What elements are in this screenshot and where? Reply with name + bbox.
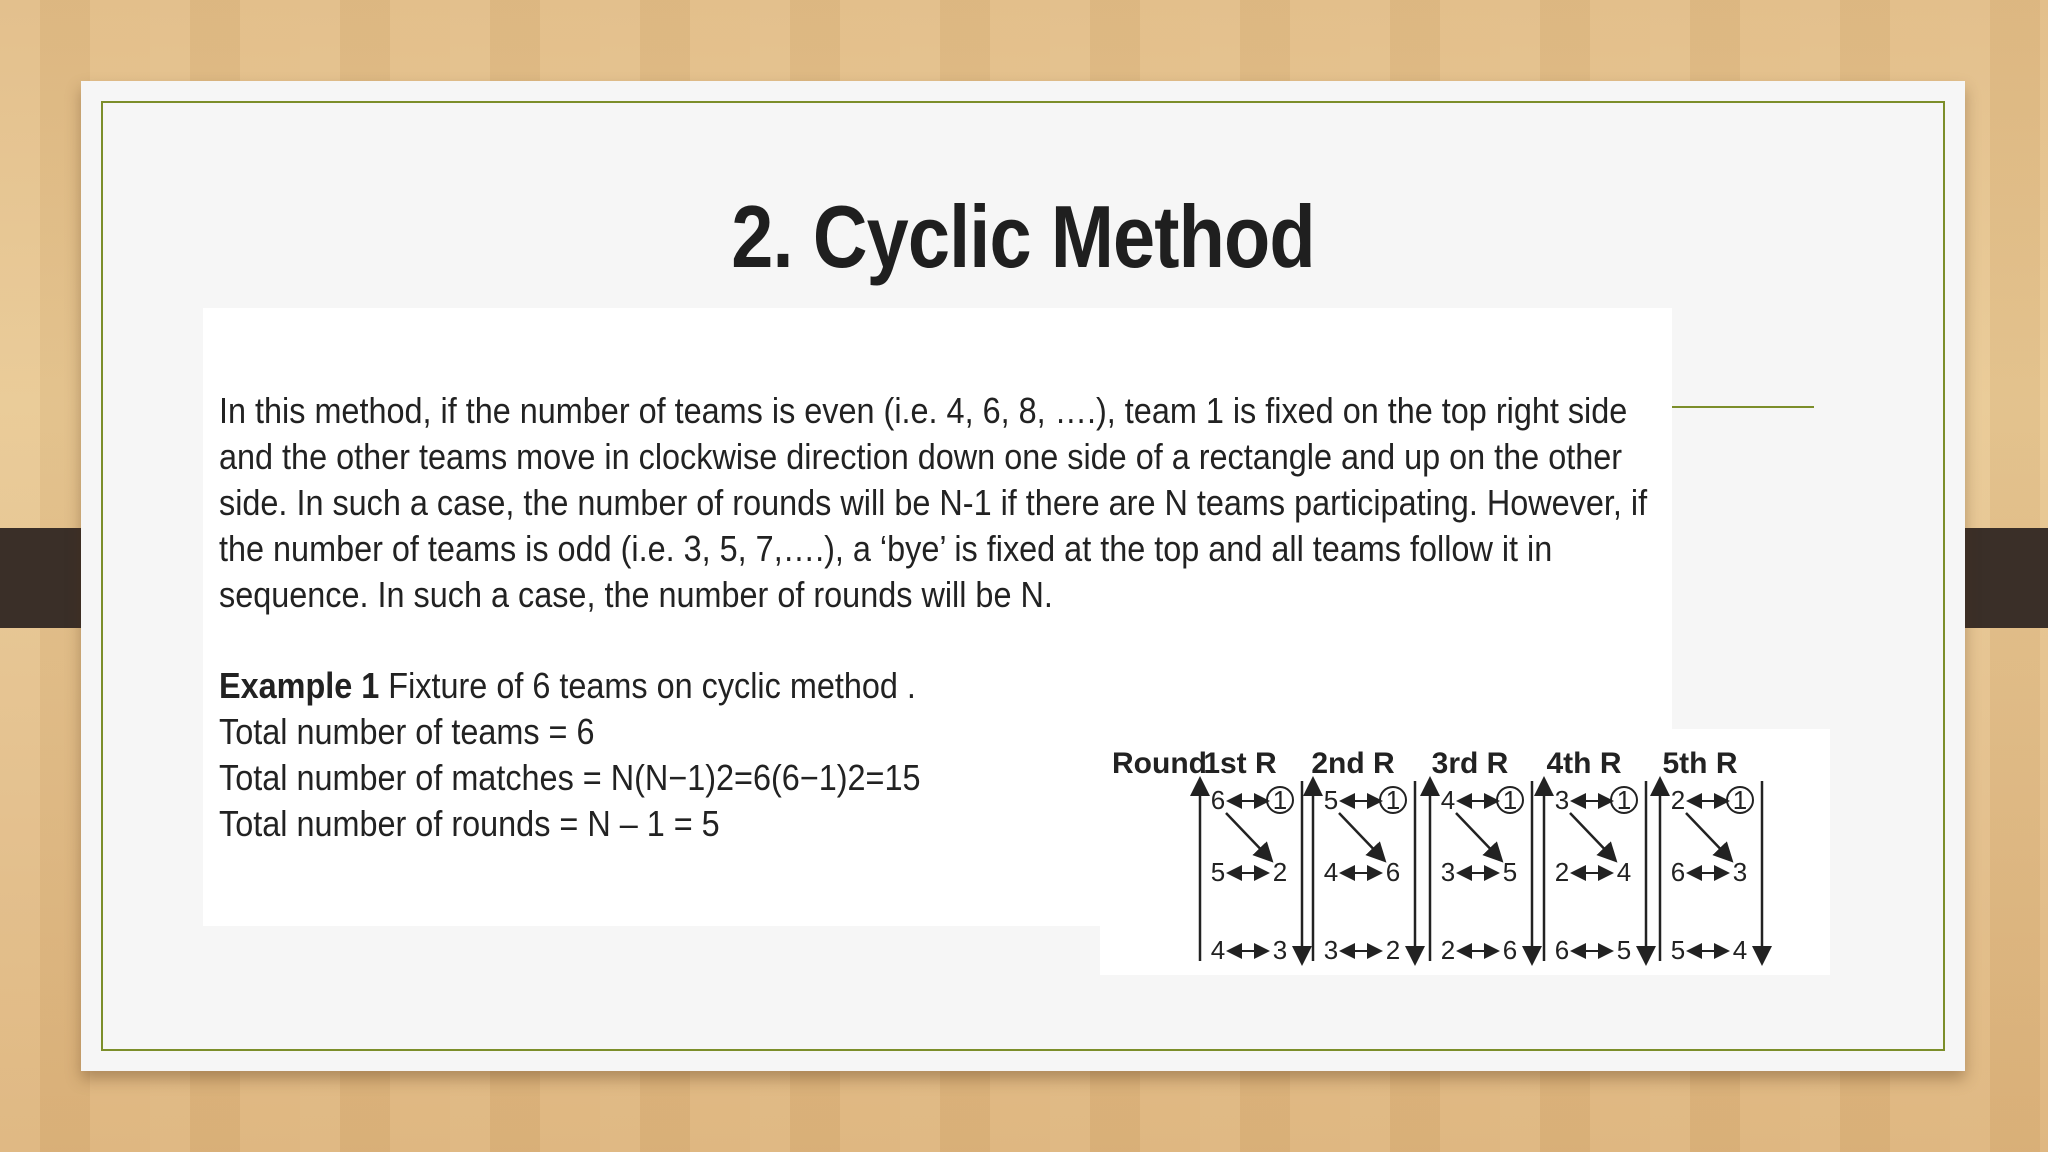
round-1-pair-3-left: 4 <box>1210 935 1226 965</box>
round-4-pair-3-right: 5 <box>1616 935 1632 965</box>
fixture-diagram <box>1100 729 1830 975</box>
method-description-text: In this method, if the number of teams is even (i.e. 4, 6, 8, ….), team 1 is fixed on the top right side and the other teams move in clockwise direction down one side of a rectangle and up on the other side. In such a case, the number of rounds will be N-1 if there are N teams participating. However, if the number of teams is odd (i.e. 3, 5, 7,….), a ‘bye’ is fixed at the top and all teams follow it in sequence. In such a case, the number of rounds will be N. <box>219 390 1648 615</box>
fixture-svg <box>1100 729 1830 975</box>
round-2-pair-3-left: 3 <box>1323 935 1339 965</box>
round-2-pair-1-right: 1 <box>1385 785 1401 815</box>
round-3-pair-2-left: 3 <box>1440 857 1456 887</box>
rounds-line: Total number of rounds = N – 1 = 5 <box>219 803 720 844</box>
round-2-diagonal-arrow <box>1339 813 1383 859</box>
slide <box>81 81 1965 1071</box>
round-1-pair-2-left: 5 <box>1210 857 1226 887</box>
example-label: Example 1 <box>219 665 380 706</box>
round-label-1: 1st R <box>1203 747 1277 780</box>
accent-line <box>1672 406 1814 408</box>
round-label-3: 3rd R <box>1431 747 1509 780</box>
round-5-pair-3-right: 4 <box>1732 935 1748 965</box>
example-block <box>219 663 920 847</box>
round-label-2: 2nd R <box>1311 747 1395 780</box>
round-1-pair-3-right: 3 <box>1272 935 1288 965</box>
round-4-pair-1-left: 3 <box>1554 785 1570 815</box>
round-4-pair-1-right: 1 <box>1616 785 1632 815</box>
round-5-pair-1-left: 2 <box>1670 785 1686 815</box>
method-description <box>219 388 1659 618</box>
round-3-pair-1-left: 4 <box>1440 785 1456 815</box>
round-1-pair-2-right: 2 <box>1272 857 1288 887</box>
teams-line: Total number of teams = 6 <box>219 711 595 752</box>
round-3-pair-1-right: 1 <box>1502 785 1518 815</box>
round-label-4: 4th R <box>1546 747 1622 780</box>
round-5-diagonal-arrow <box>1686 813 1730 859</box>
round-5-pair-2-left: 6 <box>1670 857 1686 887</box>
round-5-pair-1-right: 1 <box>1732 785 1748 815</box>
matches-prefix: Total number of matches = <box>219 757 611 798</box>
round-3-pair-3-right: 6 <box>1502 935 1518 965</box>
round-2-pair-1-left: 5 <box>1323 785 1339 815</box>
example-heading <box>219 663 920 709</box>
round-4-pair-2-right: 4 <box>1616 857 1632 887</box>
round-2-pair-2-right: 6 <box>1385 857 1401 887</box>
round-1-pair-1-left: 6 <box>1210 785 1226 815</box>
round-4-pair-2-left: 2 <box>1554 857 1570 887</box>
example-caption: Fixture of 6 teams on cyclic method . <box>379 665 916 706</box>
round-1-diagonal-arrow <box>1226 813 1270 859</box>
matches-line <box>219 755 920 801</box>
fixture-header-label: Round <box>1112 747 1207 780</box>
round-5-pair-3-left: 5 <box>1670 935 1686 965</box>
round-2-pair-2-left: 4 <box>1323 857 1339 887</box>
round-4-diagonal-arrow <box>1570 813 1614 859</box>
slide-title: 2. Cyclic Method <box>731 187 1315 286</box>
round-4-pair-3-left: 6 <box>1554 935 1570 965</box>
matches-formula: N(N−1)2=6(6−1)2=15 <box>610 757 921 798</box>
round-label-5: 5th R <box>1662 747 1738 780</box>
round-3-diagonal-arrow <box>1456 813 1500 859</box>
round-2-pair-3-right: 2 <box>1385 935 1401 965</box>
round-3-pair-2-right: 5 <box>1502 857 1518 887</box>
round-5-pair-2-right: 3 <box>1732 857 1748 887</box>
round-1-pair-1-right: 1 <box>1272 785 1288 815</box>
round-3-pair-3-left: 2 <box>1440 935 1456 965</box>
